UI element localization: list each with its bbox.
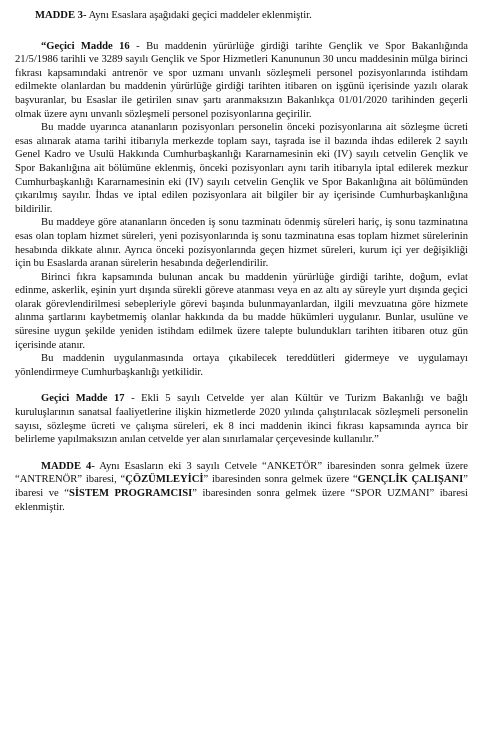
gecici-madde-16-text-1: - Bu maddenin yürürlüğe girdiği tarihte Gençlik ve Spor Bakanlığında 21/5/1986 tarihli ve 3289 sayılı Gençlik ve Spor Hizmetleri Kanununun 30 uncu maddesinin mülga birinci fıkrası kapsamındaki antrenör ve spor uzmanı unvanlı sözleşmeli personel pozisyonlarında istihdam edilmekte olanlardan bu maddenin yürürlüğe girdiği tarihten itibaren on işgünü içerisinde yazılı olarak başvuranlar, bu Esaslar ile getirilen sınav şartı aranmaksızın Bakanlıkça 01/01/2020 tarihinden geçerli olmak üzere aynı unvanlı sözleşmeli personel pozisyonlarına geçirilir. [15,40,469,120]
gecici-madde-16-paragraph-1 [15,40,468,122]
gecici-madde-17-paragraph [15,392,468,446]
gecici-madde-17-label: Geçici Madde 17 [41,393,125,405]
madde-3-label: MADDE 3- [35,10,87,21]
gecici-madde-16-label: “Geçici Madde 16 [41,40,130,52]
gecici-madde-16-paragraph-2: Bu madde uyarınca atananların pozisyonları personelin önceki pozisyonlarına ait sözleşme ücreti esas alınarak atama tarihi itibarıyla merkezde toplam sayı, taşrada ise il bazında ihdas edilerek 2 sayılı Genel Kadro ve Usulü Hakkında Cumhurbaşkanlığı Kararnamesinin eki (IV) sayılı cetvelin Gençlik ve Spor Bakanlığına ait bölümüne eklenmiş, önceki pozisyonları aynı tarih itibarıyla iptal edilerek mezkur Cumhurbaşkanlığı Kararnamesinin eki (IV) sayılı cetvelin Gençlik ve Spor Bakanlığına ait bölümünden çıkarılmış sayılır. İhdas ve iptal edilen pozisyonlara ait bilgiler bir ay içerisinde Cumhurbaşkanlığına bildirilir. [15,122,468,215]
gecici-madde-16-paragraph-3: Bu maddeye göre atananların önceden iş sonu tazminatı ödenmiş süreleri hariç, iş sonu tazminatına esas olan toplam hizmet süreleri, yeni pozisyonlarında iş sonu tazminatına esas toplam hizmet sürelerinin hesabında dikkate alınır. Ayrıca önceki pozisyonlarında geçen hizmet süreleri, kurum içi yer değişikliği için bu Esaslarda aranan sürelerin hesabında değerlendirilir. [15,217,468,270]
gecici-madde-17-text: - Ekli 5 sayılı Cetvelde yer alan Kültür ve Turizm Bakanlığı ve bağlı kuruluşlarının sanatsal faaliyetlerine ilişkin hizmetlerde 2020 yılında çalıştırılacak sözleşmeli personelin sayısı, sözleşme ücreti ve çalışma süreleri, ek 8 inci maddenin ikinci fıkrası kapsamında ayrıca bir belirleme yapılmaksızın anılan cetvelde yer alan sınırlamalar çerçevesinde kullanılır.” [15,393,468,446]
gecici-madde-16-paragraph-4: Birinci fıkra kapsamında bulunan ancak bu maddenin yürürlüğe girdiği tarihte, doğum, evlat edinme, askerlik, eşinin yurt dışında sürekli göreve atanması veya en az altı ay süreyle yurt dışında geçici olarak görevlendirilmesi sebepleriyle görevi başında bulunmayanlardan, ilgili mevzuatına göre hizmete alınma şartlarını kaybetmemiş olanlar hakkında da bu madde hükümleri uygulanır. Bunlar, usulüne ve süresine uygun şekilde yeniden istihdam edilmek üzere talepte bulundukları tarihten itibaren otuz gün içerisinde atanır. [15,271,468,351]
madde-4-label: MADDE 4- [41,460,95,472]
madde-3-text: Aynı Esaslara aşağıdaki geçici maddeler eklenmiştir. [86,10,312,21]
madde-3-paragraph [35,9,468,23]
madde-4-paragraph [15,460,468,514]
madde-4-term-cozumleyici: ÇÖZÜMLEYİCİ [125,474,204,486]
madde-4-term-sistem-programcisi: SİSTEM PROGRAMCISI [68,488,193,499]
gecici-madde-16-paragraph-5: Bu maddenin uygulanmasında ortaya çıkabilecek tereddütleri gidermeye ve uygulamayı yönlendirmeye Cumhurbaşkanlığı yetkilidir. [15,353,468,378]
madde-4-text-4: ” ibaresinden sonra gelmek üzere “SPOR UZMANI” ibaresi eklenmiştir. [15,488,468,513]
madde-4-text-2: ” ibaresinden sonra gelmek üzere “ [203,474,358,486]
spacer [15,379,468,392]
madde-4-text-3: ” ibaresi ve “ [15,474,468,499]
madde-4-term-genclik-calisani: GENÇLİK ÇALIŞANI [357,474,464,486]
madde-4-text-1: Aynı Esasların eki 3 sayılı Cetvele “ANKETÖR” ibaresinden sonra gelmek üzere “ANTRENÖR” ibaresi, “ [15,460,468,486]
spacer [15,447,468,460]
